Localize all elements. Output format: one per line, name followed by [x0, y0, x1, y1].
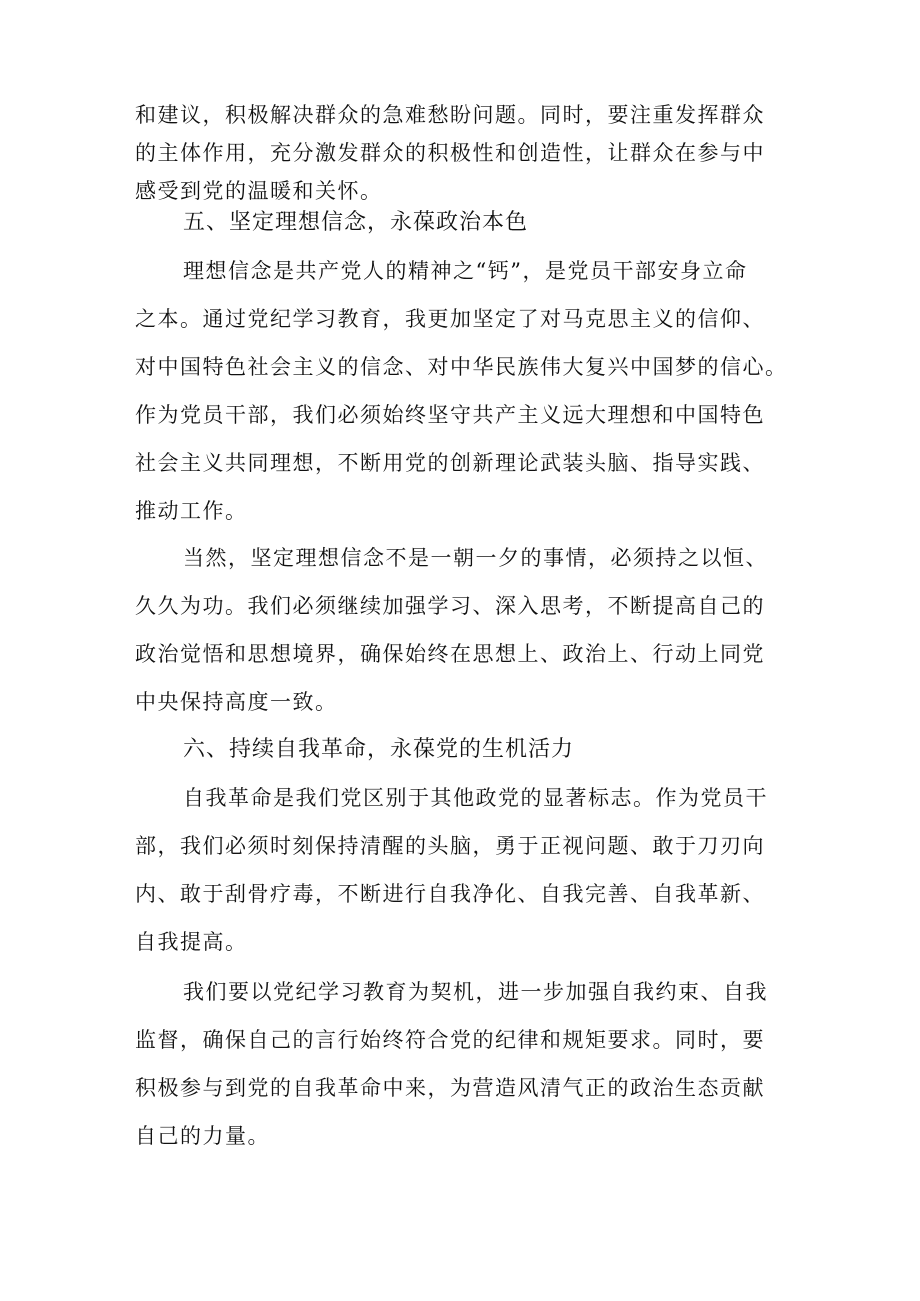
text-line: 自我提高。 — [135, 930, 248, 954]
text-line: 感受到党的温暖和关怀。 — [135, 179, 383, 203]
text-line: 监督，确保自己的言行始终符合党的纪律和规矩要求。同时，要 — [135, 1028, 765, 1052]
text-line: 部，我们必须时刻保持清醒的头脑，勇于正视问题、敢于刀刃向 — [135, 834, 765, 858]
text-line: 自己的力量。 — [135, 1124, 270, 1148]
text-line: 对中国特色社会主义的信念、对中华民族伟大复兴中国梦的信心。 — [135, 355, 788, 379]
text-line: 理想信念是共产党人的精神之“钙”，是党员干部安身立命 — [183, 259, 748, 283]
paragraph-revolution-1 — [135, 774, 795, 966]
text-line: 当然，坚定理想信念不是一朝一夕的事情，必须持之以恒、 — [183, 546, 768, 570]
paragraph-revolution-2 — [135, 968, 795, 1160]
text-line: 的主体作用，充分激发群众的积极性和创造性，让群众在参与中 — [135, 141, 765, 165]
text-line: 内、敢于刮骨疗毒，不断进行自我净化、自我完善、自我革新、 — [135, 882, 765, 906]
section-heading-6: 六、持续自我革命，永葆党的生机活力 — [183, 737, 575, 762]
text-line: 政治觉悟和思想境界，确保始终在思想上、政治上、行动上同党 — [135, 642, 765, 666]
text-line: 作为党员干部，我们必须始终坚守共产主义远大理想和中国特色 — [135, 403, 765, 427]
text-line: 中央保持高度一致。 — [135, 690, 338, 714]
paragraph-continuation — [135, 96, 795, 210]
paragraph-ideals-2 — [135, 534, 795, 726]
paragraph-ideals-1 — [135, 247, 795, 535]
text-line: 社会主义共同理想，不断用党的创新理论武装头脑、指导实践、 — [135, 451, 765, 475]
text-line: 自我革命是我们党区别于其他政党的显著标志。作为党员干 — [183, 786, 768, 810]
text-line: 积极参与到党的自我革命中来，为营造风清气正的政治生态贡献 — [135, 1076, 765, 1100]
text-line: 之本。通过党纪学习教育，我更加坚定了对马克思主义的信仰、 — [135, 307, 765, 331]
text-line: 久久为功。我们必须继续加强学习、深入思考，不断提高自己的 — [135, 594, 765, 618]
text-line: 推动工作。 — [135, 499, 248, 523]
text-line: 和建议，积极解决群众的急难愁盼问题。同时，要注重发挥群众 — [135, 103, 765, 127]
text-line: 我们要以党纪学习教育为契机，进一步加强自我约束、自我 — [183, 980, 768, 1004]
section-heading-5: 五、坚定理想信念，永葆政治本色 — [183, 210, 529, 235]
